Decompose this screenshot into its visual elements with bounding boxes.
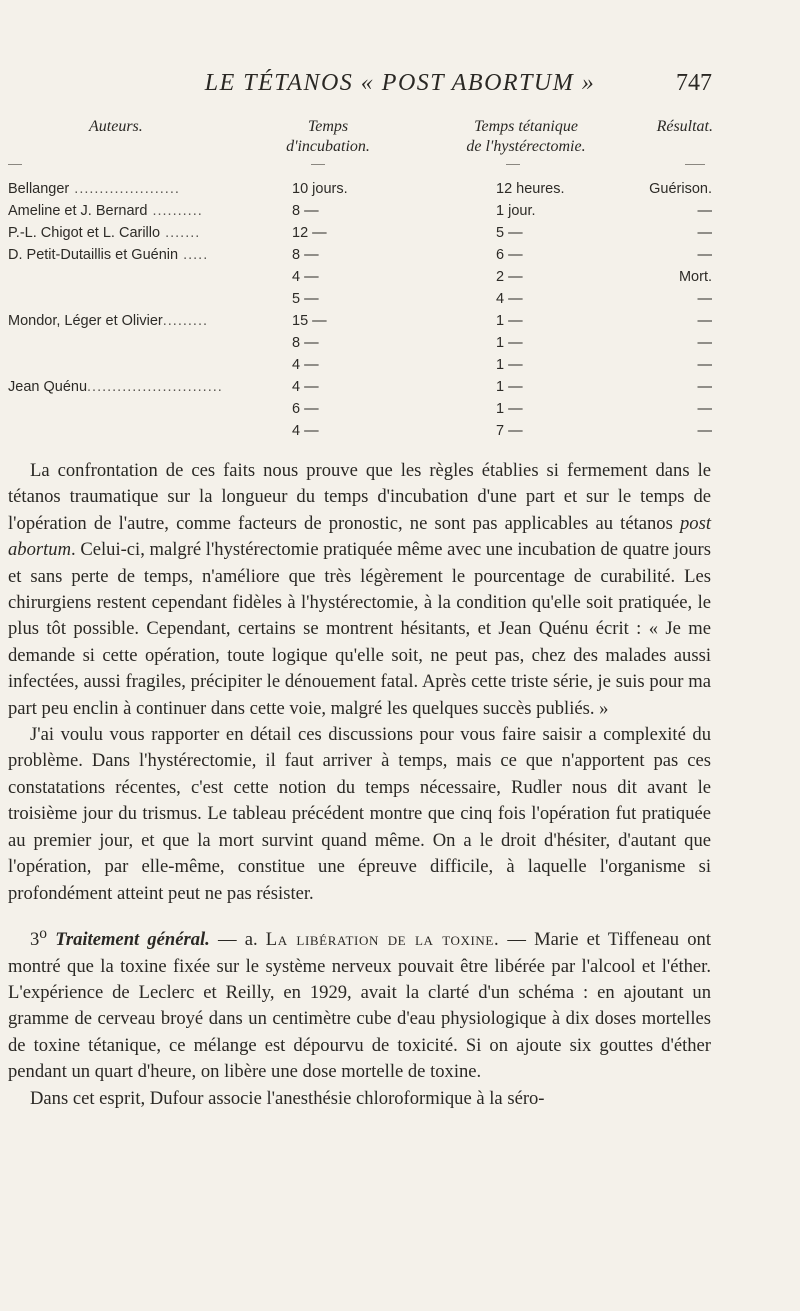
column-header-tetanic	[420, 117, 632, 157]
author-cell	[8, 244, 292, 266]
author-name: Bellanger	[8, 181, 70, 197]
result-cell: —	[697, 291, 712, 307]
author-name: P.-L. Chigot et L. Carillo	[8, 225, 161, 241]
tetanic-cell: 5 —	[496, 225, 523, 241]
header-rule	[8, 164, 22, 165]
author-cell	[8, 200, 292, 222]
incubation-cell: 4 —	[292, 379, 319, 395]
section-number-sup: o	[39, 924, 48, 942]
author-name: Jean Quénu	[8, 379, 88, 395]
result-cell: —	[697, 313, 712, 329]
leader-dots: ..........	[147, 203, 203, 219]
paragraph-text: . Celui-ci, malgré l'hystérectomie pratiquée même avec une incubation de quatre jours et sans perte de temps, n'améliore que très légèrement le pourcentage de curabilité. Les chirurgiens restent cependant fidèles à l'hystérectomie, à la condition qu'elle soit pratiquée, le plus tôt possible. Cependant, certains se montrent hésitants, et Jean Quénu écrit : « Je me demande si cette opération, toute logique qu'elle soit, ne peut pas, chez des malades aussi infectées, aussi fragiles, précipiter le dénouement fatal. Après cette triste série, je suis pour ma part peu enclin à continuer dans cette voie, malgré les quelques succès publiés. »	[8, 539, 711, 719]
result-cell: —	[697, 225, 712, 241]
column-header-incubation-line1: Temps	[307, 118, 349, 135]
tetanic-cell: 12 heures.	[496, 181, 565, 197]
table-row	[0, 398, 800, 420]
result-cell: Mort.	[678, 269, 712, 285]
tetanic-cell: 6 —	[496, 247, 523, 263]
incubation-cell: 4 —	[292, 423, 319, 439]
running-header	[0, 70, 800, 104]
tetanic-cell: 1 —	[496, 313, 523, 329]
table-row	[0, 376, 800, 398]
tetanic-cell: 4 —	[496, 291, 523, 307]
incubation-cell: 12 —	[292, 225, 327, 241]
result-cell: —	[697, 379, 712, 395]
table-row	[0, 332, 800, 354]
italic-term: post abortum	[8, 512, 711, 561]
column-header-incubation-line2: d'incubation.	[286, 138, 370, 155]
header-rule	[311, 164, 325, 165]
leader-dots: .......	[160, 225, 201, 241]
author-cell	[8, 310, 292, 332]
incubation-cell: 8 —	[292, 203, 319, 219]
table-row	[0, 244, 800, 266]
table-row	[0, 200, 800, 222]
result-cell: —	[697, 335, 712, 351]
result-cell: —	[697, 357, 712, 373]
body-text	[8, 458, 711, 1112]
incubation-cell: 15 —	[292, 313, 327, 329]
header-rule	[506, 164, 520, 165]
tetanic-cell: 1 —	[496, 379, 523, 395]
paragraph-text: La confrontation de ces faits nous prouve que les règles établies si fermement dans le tétanos traumatique sur la longueur du temps d'incubation d'une part et sur le temps de l'opération de l'autre, comme facteurs de pronostic, ne sont pas applicables au tétanos	[8, 460, 711, 534]
tetanic-cell: 1 —	[496, 357, 523, 373]
column-header-tetanic-line2: de l'hystérectomie.	[466, 138, 586, 155]
running-title: LE TÉTANOS « POST ABORTUM »	[204, 70, 596, 96]
table-row	[0, 178, 800, 200]
section-heading: Traitement général.	[55, 929, 210, 951]
page-number: 747	[676, 70, 712, 96]
paragraph-text: — Marie et Tiffeneau ont montré que la toxine fixée sur le système nerveux pouvait être libérée par l'alcool et l'éther. L'expérience de Leclerc et Reilly, en 1929, avait la clarté d'un schéma : en ajoutant un gramme de cerveau broyé dans un centimètre cube d'eau physiologique à dix doses mortelles de toxine tétanique, ce mélange est dépourvu de toxicité. Si on ajoute six gouttes d'éther pendant un quart d'heure, on libère une dose mortelle de toxine.	[8, 929, 711, 1083]
incubation-cell: 8 —	[292, 335, 319, 351]
result-cell: —	[697, 247, 712, 263]
tetanic-cell: 1 —	[496, 401, 523, 417]
tetanic-cell: 2 —	[496, 269, 523, 285]
tetanic-cell: 1 jour.	[496, 203, 536, 219]
author-name: D. Petit-Dutaillis et Guénin	[8, 247, 179, 263]
author-cell	[8, 222, 292, 244]
author-name: Ameline et J. Bernard	[8, 203, 148, 219]
author-name: Mondor, Léger et Olivier	[8, 313, 163, 329]
table-row	[0, 288, 800, 310]
incubation-cell: 10 jours.	[292, 181, 348, 197]
result-cell: —	[697, 423, 712, 439]
header-rule	[685, 164, 705, 165]
column-header-authors: Auteurs.	[89, 118, 143, 135]
leader-dots: .....................	[69, 181, 180, 197]
leader-dots: ...........................	[87, 379, 223, 395]
table-row	[0, 266, 800, 288]
author-cell	[8, 178, 292, 200]
author-cell	[8, 376, 292, 398]
paragraph-dufour: Dans cet esprit, Dufour associe l'anesthésie chloroformique à la séro-	[30, 1087, 545, 1109]
column-header-tetanic-line1: Temps tétanique	[474, 118, 578, 135]
tetanic-cell: 1 —	[496, 335, 523, 351]
table-row	[0, 310, 800, 332]
leader-dots: .....	[178, 247, 209, 263]
subsection-marker: — a.	[209, 929, 266, 951]
incubation-cell: 6 —	[292, 401, 319, 417]
result-cell: —	[697, 203, 712, 219]
result-cell: Guérison.	[649, 181, 712, 197]
column-header-result: Résultat.	[656, 118, 713, 135]
section-number: 3	[30, 929, 40, 951]
subsection-heading: La libération de la toxine.	[265, 929, 500, 951]
incubation-cell: 5 —	[292, 291, 319, 307]
paragraph-discussion: J'ai voulu vous rapporter en détail ces discussions pour vous faire saisir a complexité du problème. Dans l'hystérectomie, il faut arriver à temps, mais ce que n'apportent pas ces constatations récentes, c'est cette notion du temps nécessaire, Rudler nous dit avant le troisième jour du trismus. Le tableau précédent montre que cinq fois l'opération fut pratiquée au premier jour, et que la mort survint quand même. On a le droit d'hésiter, d'autant que l'opération, par elle-même, constitue une épreuve difficile, à laquelle l'organisme si profondément atteint peut ne pas résister.	[8, 724, 711, 904]
incubation-cell: 4 —	[292, 269, 319, 285]
paragraph-treatment	[8, 921, 711, 1086]
table-row	[0, 222, 800, 244]
table-row	[0, 420, 800, 442]
result-cell: —	[697, 401, 712, 417]
table-row	[0, 354, 800, 376]
incubation-cell: 8 —	[292, 247, 319, 263]
tetanic-cell: 7 —	[496, 423, 523, 439]
column-header-incubation	[264, 117, 392, 157]
leader-dots: .........	[162, 313, 209, 329]
paragraph-confrontation	[8, 458, 711, 722]
incubation-cell: 4 —	[292, 357, 319, 373]
